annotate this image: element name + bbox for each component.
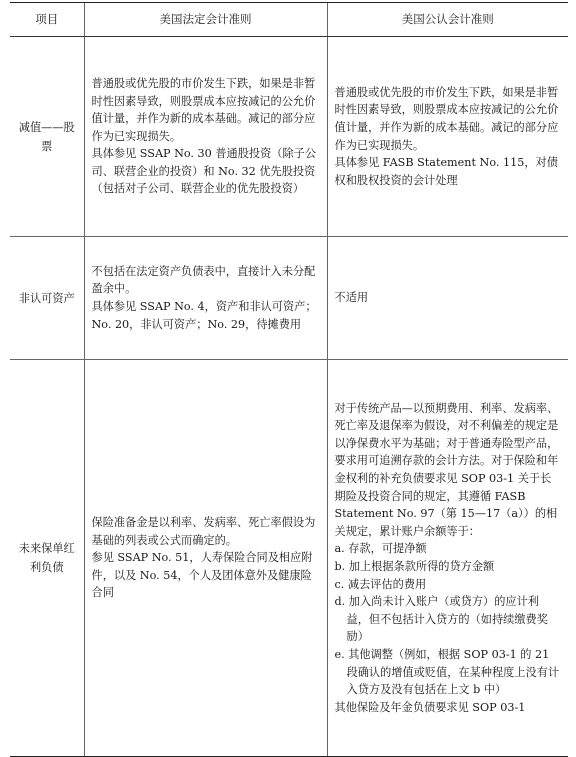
cell-statutory — [84, 37, 327, 237]
list-item: b. 加上根据条款所得的贷方金额 — [334, 560, 495, 573]
list-item: d. 加入尚未计入账户（或贷方）的应计利益，但不包括计入贷方的（如持续缴费奖励） — [334, 595, 548, 644]
cell-paragraph: 不适用 — [334, 291, 369, 305]
cell-paragraph: 普通股或优先股的市价发生下跌，如果是非暂时性因素导致，则股票成本应按减记的公允价值计量，并作为新的成本基础。减记的部分应作为已实现损失。 — [334, 85, 559, 152]
cell-paragraph: 其他保险及年金负债要求见 SOP 03-1 — [334, 700, 526, 714]
row-item-dividend-liability: 未来保单红利负债 — [10, 360, 84, 757]
table-row — [10, 237, 568, 360]
cell-paragraph: 具体参见 SSAP No. 4，资产和非认可资产；No. 20，非认可资产；No. 29，待摊费用 — [91, 300, 317, 331]
comparison-table — [10, 2, 568, 757]
table-header-row — [10, 3, 568, 37]
row-item-nonadmitted: 非认可资产 — [10, 237, 84, 360]
cell-paragraph: 不包括在法定资产负债表中，直接计入未分配盈余中。 — [91, 264, 316, 296]
table-row — [10, 37, 568, 237]
cell-paragraph: 具体参见 FASB Statement No. 115，对债权和股权投资的会计处理 — [334, 156, 558, 187]
cell-statutory — [84, 360, 327, 757]
header-item: 项目 — [10, 3, 84, 37]
cell-paragraph: 参见 SSAP No. 51，人寿保险合同及相应附件，以及 No. 54，个人及团体意外及健康险合同 — [91, 551, 313, 600]
cell-paragraph: 保险准备金是以利率、发病率、死亡率假设为基础的列表或公式而确定的。 — [91, 516, 316, 547]
row-item-impairment: 减值——股票 — [10, 37, 84, 237]
header-statutory: 美国法定会计准则 — [84, 3, 327, 37]
cell-statutory — [84, 237, 327, 360]
list-item: e. 其他调整（例如，根据 SOP 03-1 的 21 段确认的增值或贬值，在某种程度上没有计入贷方及没有包括在上文 b 中） — [334, 647, 560, 697]
cell-paragraph: 具体参见 SSAP No. 30 普通股投资（除子公司、联营企业的投资）和 No. 32 优先股投资（包括对子公司、联营企业的优先股投资） — [91, 147, 317, 196]
cell-paragraph: 对于传统产品—以预期费用、利率、发病率、死亡率及退保率为假设，对不利偏差的规定是以净保费水平为基础；对于普通寿险型产品，要求用可追溯存款的会计方法。对于保险和年金权利的补充负债要求见 SOP 03-1 关于长期险及投资合同的规定，其遵循 FASB Statement No. 97（第 15—17（a））的相关规定，累计账户余额等于： — [334, 401, 559, 538]
cell-gaap — [327, 237, 568, 360]
list-item: c. 减去评估的费用 — [334, 577, 427, 591]
list-item: a. 存款，可提净额 — [334, 542, 427, 556]
table-row — [10, 360, 568, 757]
account-balance-list — [335, 540, 562, 698]
cell-gaap — [327, 37, 568, 237]
cell-gaap — [327, 360, 568, 757]
header-gaap: 美国公认会计准则 — [327, 3, 568, 37]
cell-paragraph: 普通股或优先股的市价发生下跌，如果是非暂时性因素导致，则股票成本应按减记的公允价值计量，并作为新的成本基础。减记的部分应作为已实现损失。 — [91, 76, 316, 143]
